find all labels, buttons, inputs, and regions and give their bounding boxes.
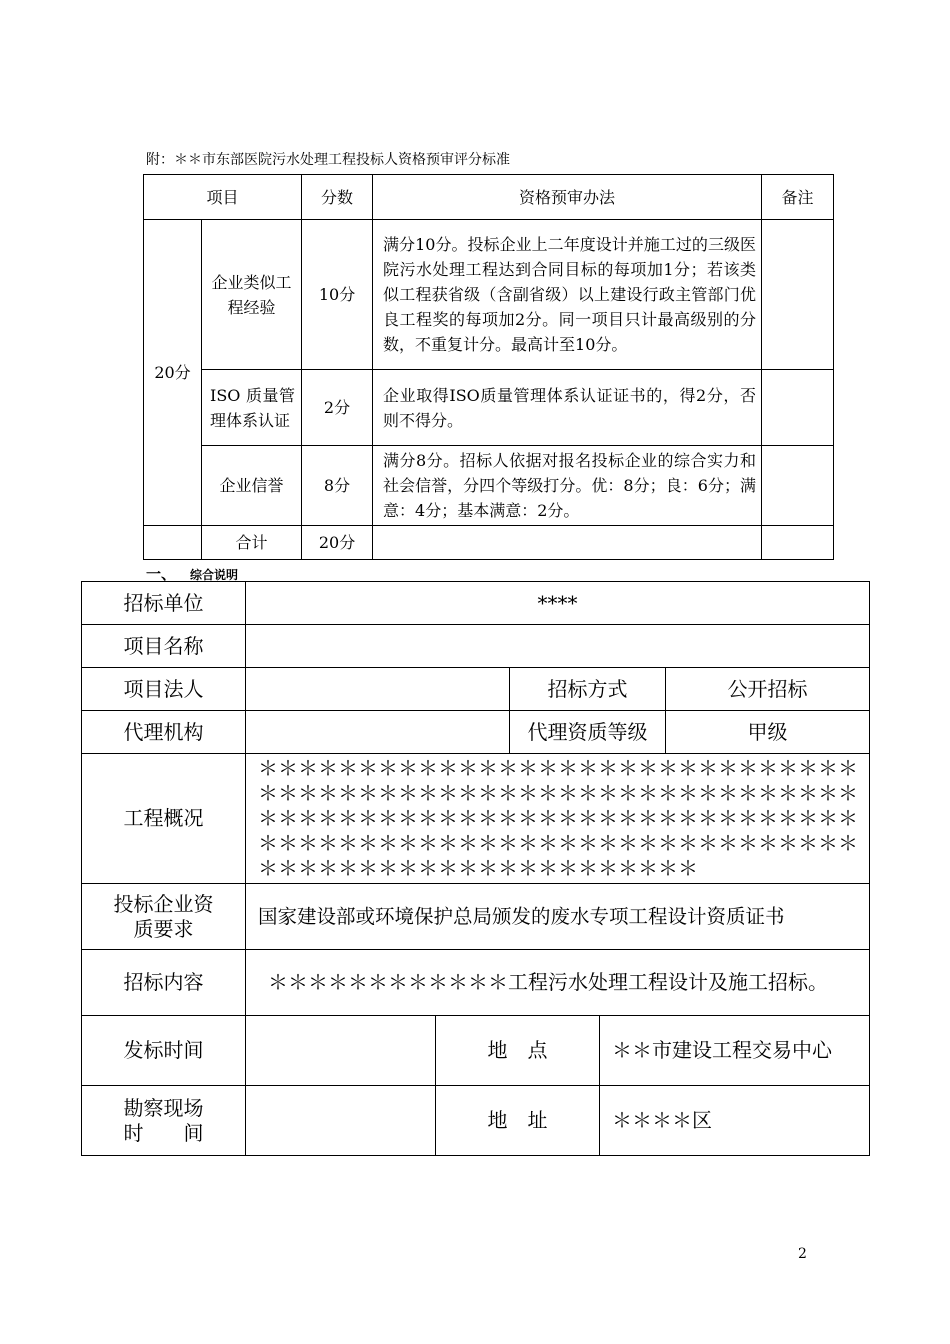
table-row (82, 950, 870, 1016)
table-row (82, 1086, 870, 1156)
table-row (144, 220, 834, 370)
header-score: 分数 (302, 175, 373, 220)
agency-grade-value: 甲级 (666, 711, 870, 754)
overview-value: ＊＊＊＊＊＊＊＊＊＊＊＊＊＊＊＊＊＊＊＊＊＊＊＊＊＊＊＊＊＊＊＊＊＊＊＊＊＊＊＊＊＊＊＊＊＊＊＊＊＊＊＊＊＊＊＊＊＊＊＊＊＊＊＊＊＊＊＊＊＊＊＊＊＊＊＊＊＊＊＊＊＊＊＊＊＊＊＊＊＊＊＊＊＊＊＊＊＊＊＊＊＊＊＊＊＊＊＊＊＊＊＊＊＊＊＊＊＊＊＊＊＊＊＊＊＊＊＊＊＊＊＊＊＊＊＊＊＊＊＊＊＊ (246, 754, 870, 884)
bid-method-value: 公开招标 (666, 668, 870, 711)
survey-label-line-2: 时 间 (123, 1120, 204, 1145)
table-row (82, 668, 870, 711)
total-remark-cell (762, 526, 834, 560)
item-method: 满分10分。投标企业上二年度设计并施工过的三级医院污水处理工程达到合同目标的每项加1分；若该类似工程获省级（含副省级）以上建设行政主管部门优良工程奖的每项加2分。同一项目只计最高级别的分数，不重复计分。最高计至10分。 (373, 220, 762, 370)
table-row (82, 754, 870, 884)
header-method: 资格预审办法 (373, 175, 762, 220)
bid-method-label: 招标方式 (510, 668, 666, 711)
table-row (82, 1016, 870, 1086)
agency-label: 代理机构 (82, 711, 246, 754)
item-remark (762, 446, 834, 526)
issue-time-value (246, 1016, 436, 1086)
table-row (144, 446, 834, 526)
bid-unit-label: 招标单位 (82, 582, 246, 625)
item-remark (762, 220, 834, 370)
table-row (82, 711, 870, 754)
group-score: 20分 (144, 220, 202, 526)
address-label: 地 址 (436, 1086, 600, 1156)
total-row (144, 526, 834, 560)
content-label: 招标内容 (82, 950, 246, 1016)
table-row (144, 370, 834, 446)
page-number: 2 (798, 1246, 807, 1262)
item-score: 2分 (302, 370, 373, 446)
total-score: 20分 (302, 526, 373, 560)
bid-unit-value: **** (246, 582, 870, 625)
table-row (82, 625, 870, 668)
qualification-value: 国家建设部或环境保护总局颁发的废水专项工程设计资质证书 (246, 884, 870, 950)
qualification-label: 投标企业资质要求 (82, 884, 246, 950)
agency-value (246, 711, 510, 754)
location-label: 地 点 (436, 1016, 600, 1086)
table-caption: 附：＊＊市东部医院污水处理工程投标人资格预审评分标准 (146, 152, 510, 168)
content-value: ＊＊＊＊＊＊＊＊＊＊＊＊工程污水处理工程设计及施工招标。 (246, 950, 870, 1016)
header-item: 项目 (144, 175, 302, 220)
agency-grade-label: 代理资质等级 (510, 711, 666, 754)
item-score: 8分 (302, 446, 373, 526)
total-label: 合计 (202, 526, 302, 560)
item-name: 企业类似工程经验 (202, 220, 302, 370)
legal-person-label: 项目法人 (82, 668, 246, 711)
project-name-value (246, 625, 870, 668)
scoring-table (143, 174, 834, 560)
table-row (82, 582, 870, 625)
survey-label-line-1: 勘察现场 (123, 1095, 204, 1120)
table-header-row (144, 175, 834, 220)
header-remark: 备注 (762, 175, 834, 220)
survey-time-value (246, 1086, 436, 1156)
location-value: ＊＊市建设工程交易中心 (600, 1016, 870, 1086)
legal-person-value (246, 668, 510, 711)
item-name: ISO 质量管理体系认证 (202, 370, 302, 446)
overview-label: 工程概况 (82, 754, 246, 884)
address-value: ＊＊＊＊区 (600, 1086, 870, 1156)
item-name: 企业信誉 (202, 446, 302, 526)
item-score: 10分 (302, 220, 373, 370)
project-name-label: 项目名称 (82, 625, 246, 668)
issue-time-label: 发标时间 (82, 1016, 246, 1086)
total-method-cell (373, 526, 762, 560)
survey-time-label (82, 1086, 246, 1156)
table-row (82, 884, 870, 950)
item-method: 企业取得ISO质量管理体系认证证书的，得2分，否则不得分。 (373, 370, 762, 446)
item-remark (762, 370, 834, 446)
section-title: 综合说明 (190, 568, 239, 582)
section-number: 一、 (146, 565, 177, 583)
summary-table (81, 581, 870, 1156)
total-empty-cell (144, 526, 202, 560)
item-method: 满分8分。招标人依据对报名投标企业的综合实力和社会信誉，分四个等级打分。优：8分；良：6分；满意：4分；基本满意：2分。 (373, 446, 762, 526)
